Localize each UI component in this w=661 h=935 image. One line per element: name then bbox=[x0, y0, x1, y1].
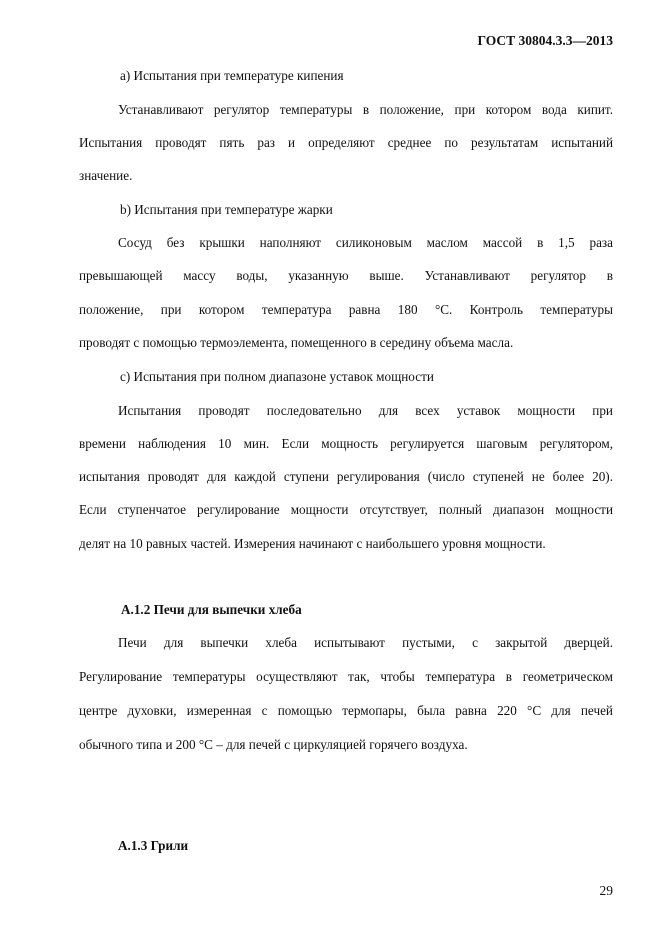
paragraph-line: Если ступенчатое регулирование мощности отсутствует, полный диапазон мощности bbox=[79, 502, 613, 517]
paragraph-line: Сосуд без крышки наполняют силиконовым маслом массой в 1,5 раза bbox=[118, 235, 613, 250]
item-c-heading: c) Испытания при полном диапазоне уставок мощности bbox=[120, 369, 434, 384]
paragraph-line: значение. bbox=[79, 168, 133, 183]
item-b-heading: b) Испытания при температуре жарки bbox=[120, 202, 333, 217]
paragraph-line: Испытания проводят последовательно для всех уставок мощности при bbox=[118, 403, 613, 418]
paragraph-line: времени наблюдения 10 мин. Если мощность регулируется шаговым регулятором, bbox=[79, 436, 613, 451]
paragraph-line: испытания проводят для каждой ступени регулирования (число ступеней не более 20). bbox=[79, 469, 613, 484]
document-code: ГОСТ 30804.3.3—2013 bbox=[477, 33, 613, 48]
paragraph-line: делят на 10 равных частей. Измерения начинают с наибольшего уровня мощности. bbox=[79, 536, 546, 551]
paragraph-line: превышающей массу воды, указанную выше. Устанавливают регулятор в bbox=[79, 268, 613, 283]
paragraph-line: центре духовки, измеренная с помощью термопары, была равна 220 °С для печей bbox=[79, 703, 613, 718]
paragraph-line: положение, при котором температура равна 180 °С. Контроль температуры bbox=[79, 302, 613, 317]
paragraph-line: проводят с помощью термоэлемента, помещенного в середину объема масла. bbox=[79, 335, 514, 350]
paragraph-line: обычного типа и 200 °С – для печей с циркуляцией горячего воздуха. bbox=[79, 737, 468, 752]
section-heading-a12: А.1.2 Печи для выпечки хлеба bbox=[121, 602, 302, 617]
paragraph-line: Регулирование температуры осуществляют так, чтобы температура в геометрическом bbox=[79, 669, 613, 684]
paragraph-line: Печи для выпечки хлеба испытывают пустыми, с закрытой дверцей. bbox=[118, 635, 613, 650]
item-a-heading: а) Испытания при температуре кипения bbox=[120, 68, 344, 83]
paragraph-line: Испытания проводят пять раз и определяют среднее по результатам испытаний bbox=[79, 135, 613, 150]
section-heading-a13: А.1.3 Грили bbox=[118, 838, 189, 853]
page-number: 29 bbox=[599, 883, 613, 898]
paragraph-line: Устанавливают регулятор температуры в положение, при котором вода кипит. bbox=[118, 102, 613, 117]
